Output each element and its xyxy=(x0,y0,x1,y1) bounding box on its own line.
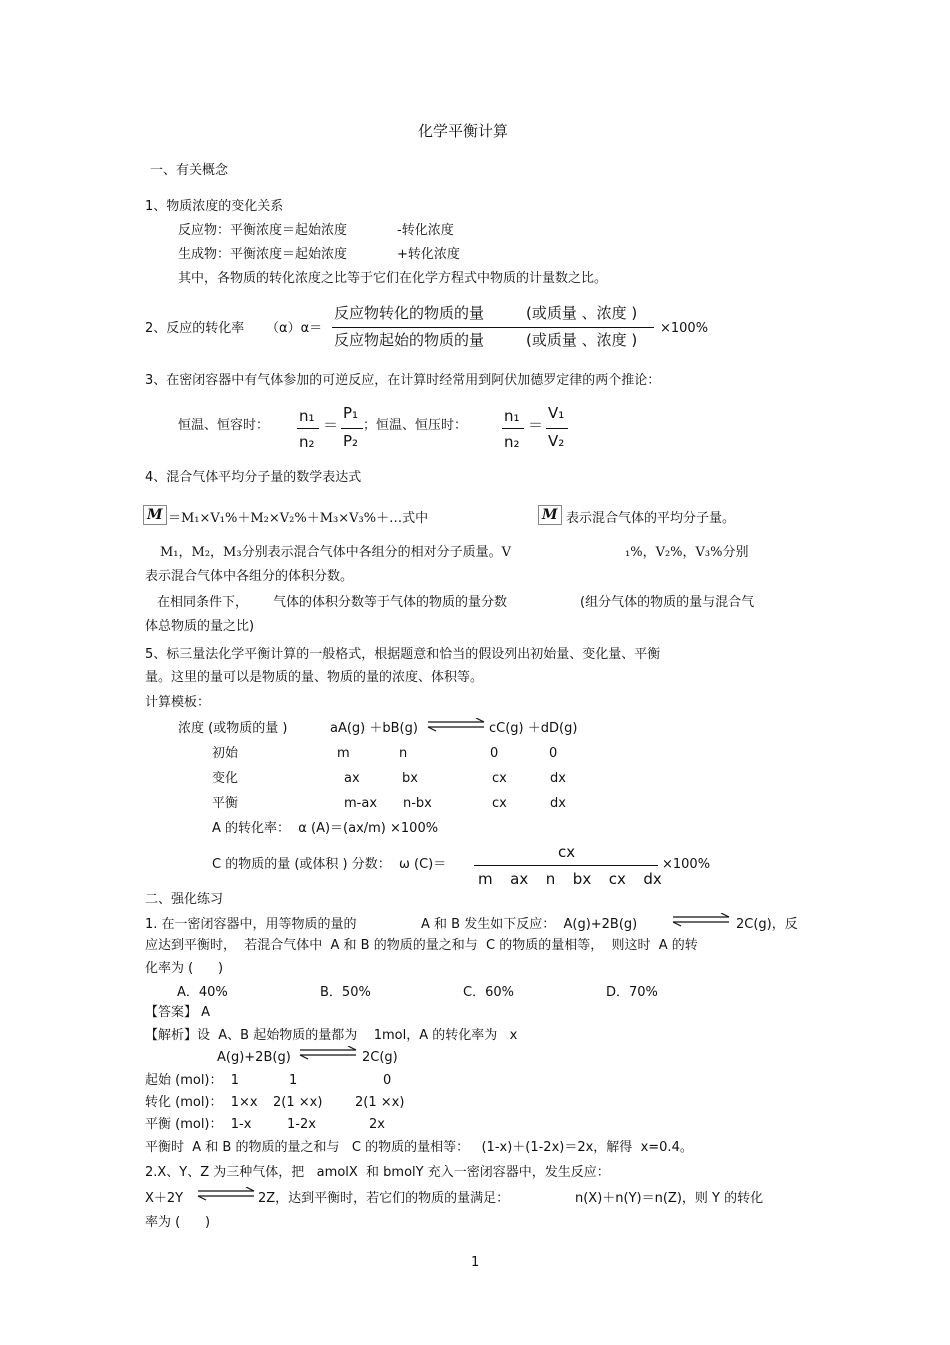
fraction-numerator: n₁ xyxy=(504,407,520,425)
mean-molar-mass-symbol: M xyxy=(143,505,167,525)
fraction-denominator: n₂ xyxy=(504,433,520,451)
fraction-bar xyxy=(332,327,654,328)
equilibrium-arrow-icon xyxy=(671,913,731,927)
fraction-numerator: P₁ xyxy=(343,404,359,422)
question-line: 2Z，达到平衡时，若它们的物质的量满足： xyxy=(258,1191,510,1206)
text-line: 气体的体积分数等于气体的物质的量分数 xyxy=(273,595,508,610)
template-row-label: 平衡 xyxy=(212,796,239,811)
fraction-denominator-note: (或质量 、浓度 ) xyxy=(526,331,638,349)
table-cell: 1 xyxy=(289,1073,298,1088)
fraction-bar xyxy=(546,428,568,429)
fraction-multiplier: ×100% xyxy=(662,857,711,872)
template-cell: cx xyxy=(492,796,507,811)
text-line: 计算模板： xyxy=(145,695,211,710)
text-line: 恒温、恒容时： xyxy=(178,418,270,433)
template-reactants: aA(g) ＋bB(g) xyxy=(330,721,418,736)
fraction-numerator: cx xyxy=(558,843,576,861)
template-row-label: 初始 xyxy=(212,746,239,761)
item-heading: 1、物质浓度的变化关系 xyxy=(145,199,284,214)
table-cell: 平衡 (mol)： 1-x xyxy=(145,1117,252,1132)
text-line: ₁%，V₂%，V₃%分别 xyxy=(625,545,749,560)
conversion-formula: A 的转化率： α (A)＝(ax/m) ×100% xyxy=(212,821,439,836)
page-number: 1 xyxy=(471,1255,480,1270)
reaction-equation: 2C(g) xyxy=(362,1050,398,1065)
template-cell: n-bx xyxy=(403,796,432,811)
table-cell: 0 xyxy=(383,1073,392,1088)
question-line: 2.X、Y、Z 为三种气体，把 amolX 和 bmolY 充入一密闭容器中，发生反应： xyxy=(145,1165,610,1180)
template-cell: m-ax xyxy=(344,796,378,811)
text-line: 量。这里的量可以是物质的量、物质的量的浓度、体积等。 xyxy=(145,670,484,685)
template-cell: dx xyxy=(550,796,566,811)
section-heading: 一、有关概念 xyxy=(150,163,229,178)
fraction-bar xyxy=(502,428,524,429)
equilibrium-arrow-icon xyxy=(298,1046,358,1060)
fraction-numerator-note: (或质量 、浓度 ) xyxy=(526,304,638,322)
table-cell: 2x xyxy=(369,1117,385,1132)
template-cell: m xyxy=(337,746,350,761)
page-title: 化学平衡计算 xyxy=(418,122,509,140)
template-cell: cx xyxy=(492,771,507,786)
question-line: 1. 在一密闭容器中，用等物质的量的 xyxy=(145,917,357,932)
fraction-denominator: m ax n bx cx dx xyxy=(478,870,662,888)
answer-line: 【答案】 A xyxy=(145,1005,211,1020)
text-line: 生成物：平衡浓度＝起始浓度 xyxy=(178,247,348,262)
text-line: 表示混合气体中各组分的体积分数。 xyxy=(145,569,354,584)
equilibrium-arrow-icon xyxy=(196,1187,256,1201)
fraction-numerator: 反应物转化的物质的量 xyxy=(334,304,485,322)
fraction-lead: C 的物质的量 (或体积 ) 分数： ω (C)＝ xyxy=(212,857,447,872)
fraction-denominator: P₂ xyxy=(343,432,359,450)
formula-symbol: （α）α＝ xyxy=(266,321,323,336)
option-d: D．70% xyxy=(606,985,658,1000)
item-heading: 2、反应的转化率 xyxy=(145,321,245,336)
text-line: M₁，M₂，M₃分别表示混合气体中各组分的相对分子质量。V xyxy=(160,545,511,560)
question-line: 应达到平衡时， 若混合气体中 A 和 B 的物质的量之和与 C 的物质的量相等， 则这时 A 的转 xyxy=(145,938,698,953)
fraction-numerator: n₁ xyxy=(299,407,315,425)
option-c: C．60% xyxy=(463,985,514,1000)
question-line: 化率为 ( ) xyxy=(145,961,224,976)
fraction-bar xyxy=(297,428,319,429)
table-cell: 转化 (mol)： 1×x xyxy=(145,1095,258,1110)
solution-line: 平衡时 A 和 B 的物质的量之和与 C 的物质的量相等： (1-x)＋(1-2x)＝2x，解得 x=0.4。 xyxy=(145,1140,693,1155)
template-cell: 0 xyxy=(490,746,499,761)
equals-sign: ＝ xyxy=(528,416,544,434)
text-line: -转化浓度 xyxy=(397,223,454,238)
fraction-bar xyxy=(341,428,363,429)
fraction-denominator: V₂ xyxy=(548,432,565,450)
table-cell: 起始 (mol)： 1 xyxy=(145,1073,240,1088)
fraction-numerator: V₁ xyxy=(548,404,565,422)
template-cell: dx xyxy=(550,771,566,786)
template-products: cC(g) ＋dD(g) xyxy=(489,721,578,736)
text-line: (组分气体的物质的量与混合气 xyxy=(580,595,755,610)
item-heading: 4、混合气体平均分子量的数学表达式 xyxy=(145,470,362,485)
question-line: 率为 ( ) xyxy=(145,1215,211,1230)
text-line: +转化浓度 xyxy=(397,247,460,262)
question-line: n(X)＋n(Y)＝n(Z)，则 Y 的转化 xyxy=(575,1191,764,1206)
fraction-denominator: 反应物起始的物质的量 xyxy=(334,331,485,349)
question-line: 2C(g)，反 xyxy=(736,917,798,932)
template-header: 浓度 (或物质的量 ) xyxy=(178,721,288,736)
template-cell: bx xyxy=(402,771,418,786)
table-cell: 1-2x xyxy=(287,1117,316,1132)
table-cell: 2(1 ×x) xyxy=(355,1095,405,1110)
explanation-line: 【解析】设 A、B 起始物质的量都为 1mol，A 的转化率为 x xyxy=(145,1028,518,1043)
option-b: B．50% xyxy=(320,985,371,1000)
text-line: 体总物质的量之比) xyxy=(145,619,255,634)
section-heading: 二、强化练习 xyxy=(145,892,224,907)
text-line: 反应物：平衡浓度＝起始浓度 xyxy=(178,223,348,238)
equilibrium-arrow-icon xyxy=(426,718,486,732)
template-cell: n xyxy=(399,746,408,761)
option-a: A．40% xyxy=(177,985,228,1000)
fraction-bar xyxy=(474,865,658,866)
item-heading: 5、标三量法化学平衡计算的一般格式，根据题意和恰当的假设列出初始量、变化量、平衡 xyxy=(145,647,661,662)
reaction-equation: A(g)+2B(g) xyxy=(217,1050,291,1065)
question-line: X＋2Y xyxy=(145,1191,184,1206)
equals-sign: ＝ xyxy=(323,416,339,434)
template-row-label: 变化 xyxy=(212,771,239,786)
text-line: 在相同条件下， xyxy=(157,595,249,610)
fraction-denominator: n₂ xyxy=(299,433,315,451)
template-cell: ax xyxy=(344,771,360,786)
text-line: 表示混合气体的平均分子量。 xyxy=(566,511,736,526)
question-line: A 和 B 发生如下反应： A(g)+2B(g) xyxy=(421,917,638,932)
text-line: 其中，各物质的转化浓度之比等于它们在化学方程式中物质的计量数之比。 xyxy=(178,271,608,286)
fraction-multiplier: ×100% xyxy=(660,321,709,336)
formula-line: ＝M₁×V₁%＋M₂×V₂%＋M₃×V₃%＋…式中 xyxy=(168,511,429,526)
template-cell: 0 xyxy=(549,746,558,761)
mean-molar-mass-symbol: M xyxy=(538,505,562,525)
text-line: ；恒温、恒压时： xyxy=(363,418,468,433)
item-heading: 3、在密闭容器中有气体参加的可逆反应，在计算时经常用到阿伏加德罗定律的两个推论： xyxy=(145,373,661,388)
table-cell: 2(1 ×x) xyxy=(273,1095,323,1110)
